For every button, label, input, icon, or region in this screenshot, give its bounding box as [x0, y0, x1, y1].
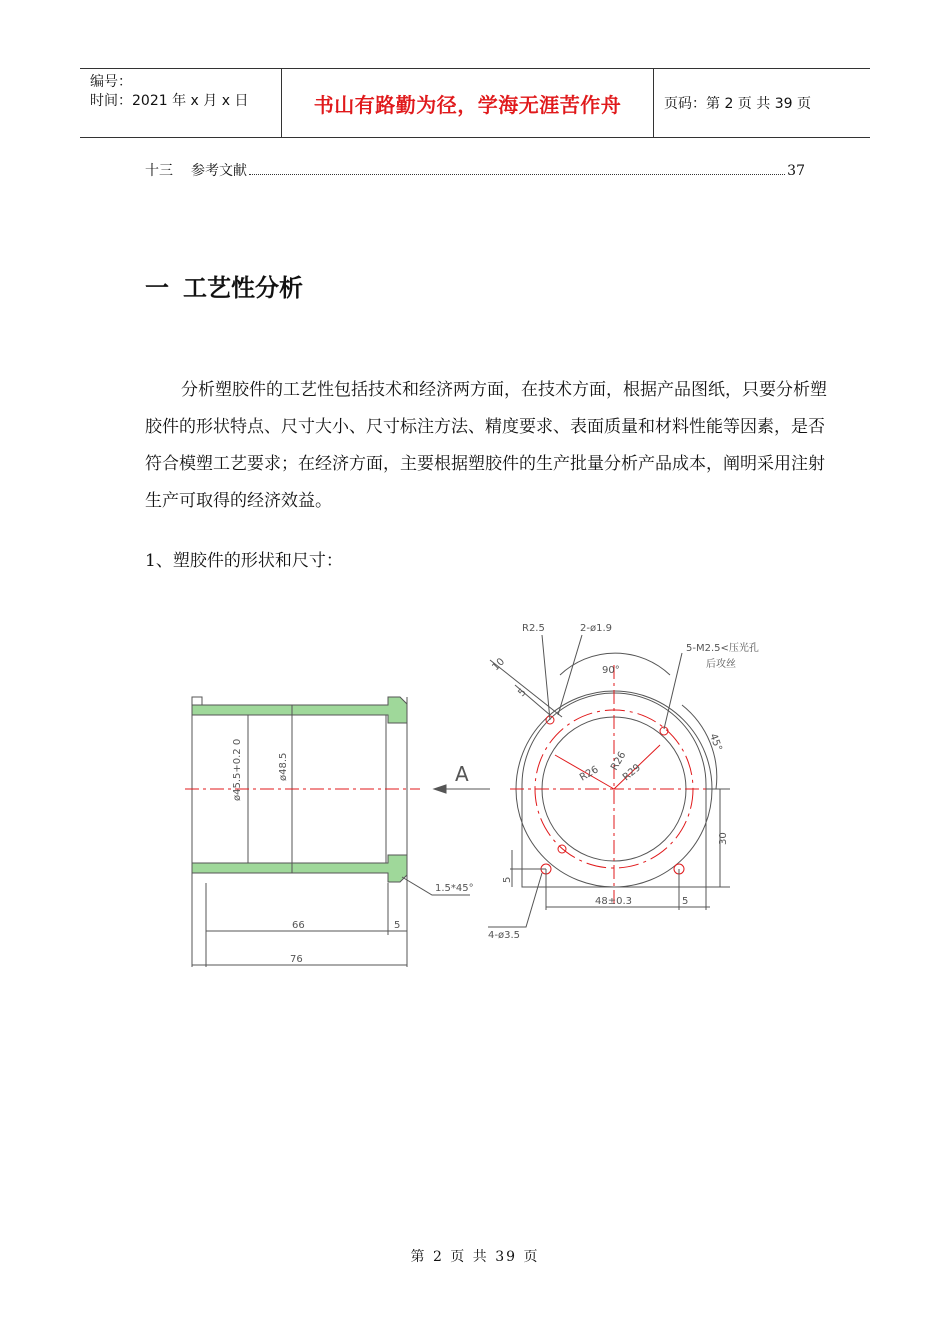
number-label: 编号：: [90, 74, 132, 90]
header-motto-cell: [282, 69, 654, 137]
toc-leader: [249, 173, 785, 175]
dim-48-label: 48±0.3: [595, 896, 633, 907]
page-label: 页码：第 2 页 共 39 页: [664, 96, 811, 112]
body-paragraph: 分析塑胶件的工艺性包括技术和经济两方面，在技术方面，根据产品图纸，只要分析塑胶件的形状特点、尺寸大小、尺寸标注方法、精度要求、表面质量和材料性能等因素，是否符合模塑工艺要求；在经济方面，主要根据塑胶件的生产批量分析产品成本，阐明采用注射生产可取得的经济效益。: [145, 380, 827, 511]
left-view-top-wall: [192, 697, 407, 723]
holes-top-label: 2-ø1.9: [580, 623, 612, 634]
dim-76-label: 76: [290, 954, 303, 965]
left-sectional-view: [185, 697, 470, 967]
page-footer: 第 2 页 共 39 页: [410, 1249, 540, 1265]
leader-holes-bottom: [488, 873, 542, 927]
dim-66-label: 66: [292, 920, 305, 931]
dim-5a-label: 5: [516, 686, 529, 700]
dim-5-label: 5: [394, 920, 401, 931]
dim-5b-label: 5: [502, 876, 513, 883]
leader-threaded: [664, 653, 682, 729]
page-header: [80, 68, 870, 138]
dim-30-label: 30: [718, 832, 729, 845]
toc-entry[interactable]: [145, 160, 805, 182]
dim-10-label: 10: [490, 656, 508, 674]
angle-45-label: 45°: [707, 732, 724, 753]
section-number: 一: [145, 274, 169, 302]
view-arrow-label: A: [455, 762, 469, 786]
motto: 书山有路勤为径，学海无涯苦作舟: [313, 92, 622, 117]
holes-bottom-label: 4-ø3.5: [488, 930, 520, 941]
time-label: 时间：2021 年 x 月 x 日: [90, 93, 249, 109]
technical-drawing: [170, 605, 770, 975]
threaded-label: 5-M2.5<压光孔: [686, 643, 759, 654]
chamfer-label: 1.5*45°: [435, 883, 474, 894]
r-small-label: R2.5: [522, 623, 545, 634]
threaded-note: 后攻丝: [706, 659, 736, 670]
section-heading: [145, 268, 303, 303]
leader-r25: [542, 635, 550, 720]
leader-holes-top: [558, 635, 582, 715]
dim-outer-label: ø48.5: [278, 752, 289, 781]
header-page-cell: [654, 69, 870, 137]
angle-90-label: 90°: [602, 665, 620, 676]
left-view-bottom-wall: [192, 855, 407, 882]
r26b-label: R26: [609, 749, 629, 773]
r26a-label: R26: [578, 764, 601, 784]
toc-chapter: 十三: [145, 163, 173, 179]
view-arrow: [434, 785, 490, 793]
r29-label: R29: [620, 762, 644, 784]
right-front-view: [488, 635, 730, 927]
subsection-title: 1、塑胶件的形状和尺寸：: [145, 551, 343, 571]
toc-page: 37: [787, 163, 805, 179]
toc-title: 参考文献: [191, 163, 247, 179]
dim-bore-label: ø45.5+0.2 0: [232, 738, 243, 801]
dim-5c-label: 5: [682, 896, 689, 907]
header-left-cell: [80, 69, 282, 137]
section-title: 工艺性分析: [183, 274, 303, 302]
